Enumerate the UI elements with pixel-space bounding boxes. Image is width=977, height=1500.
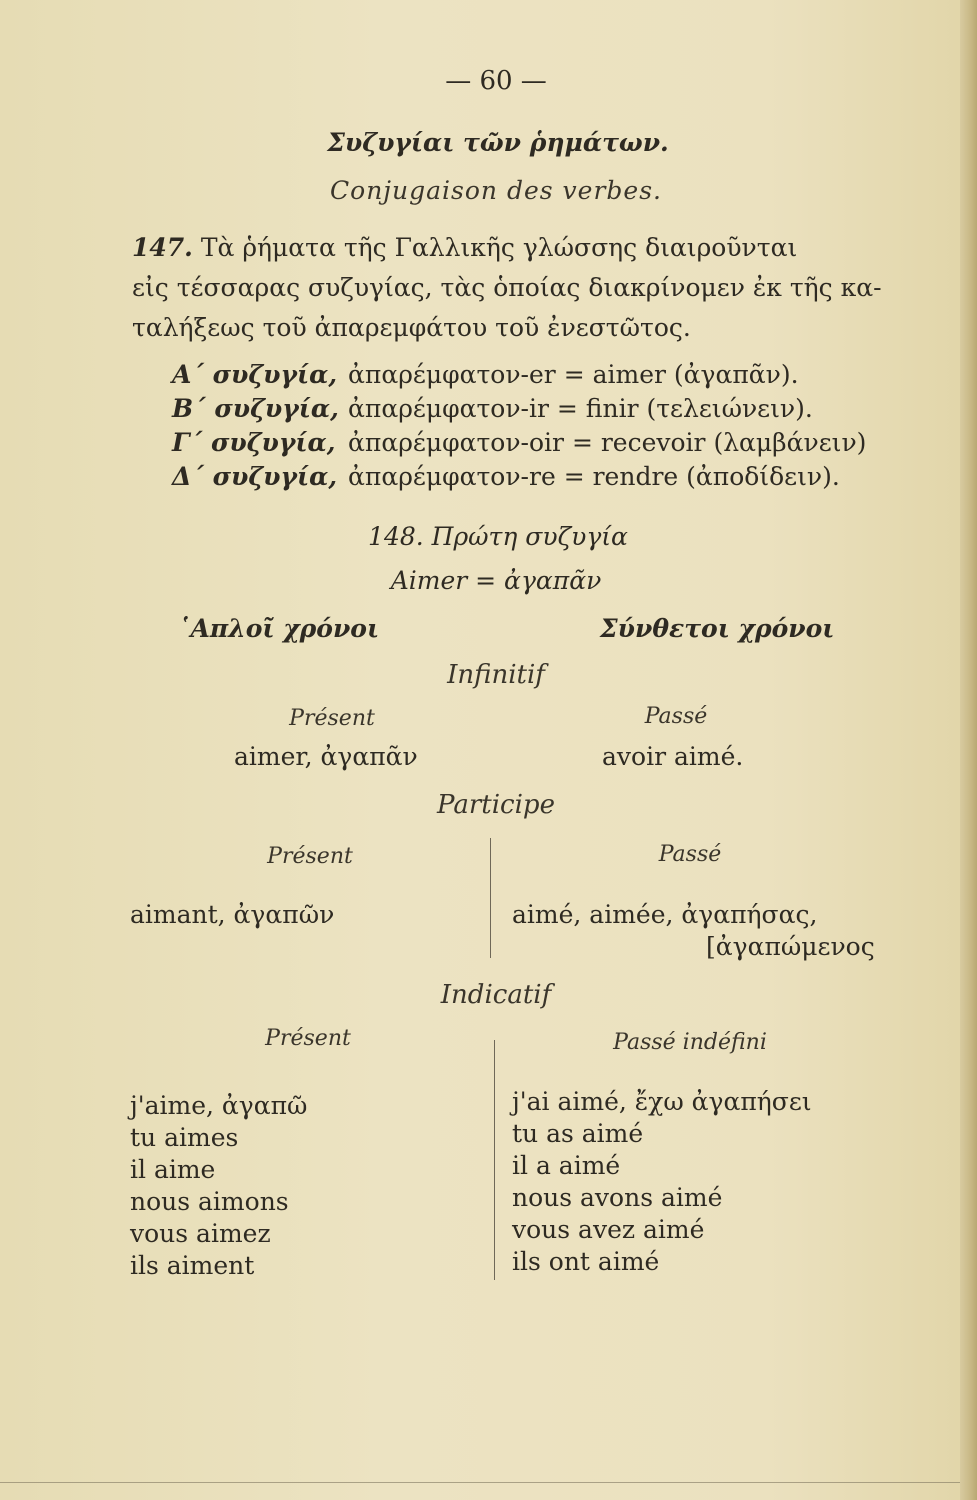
list-item: nous avons aimé [512, 1183, 723, 1212]
list-item: nous aimons [130, 1187, 289, 1216]
infinitif-present-form: aimer, ἀγαπᾶν [234, 742, 418, 771]
paragraph-line-2: εἰς τέσσαρας συζυγίας, τὰς ὁποίας διακρίνομεν ἐκ τῆς κα- [132, 273, 882, 302]
paragraph-number: 147. [132, 233, 193, 262]
indicatif-passe-label: Passé indéfini [613, 1030, 767, 1055]
aimer-line: Aimer = ἀγαπᾶν [390, 566, 602, 595]
column-divider [490, 838, 491, 958]
conjugation-row: Β΄ συζυγία, ἀπαρέμφατον-ir = finir (τελειώνειν). [172, 394, 813, 423]
list-item: ils ont aimé [512, 1247, 660, 1276]
list-item: j'aime, ἀγαπῶ [130, 1091, 308, 1120]
indicatif-present-list [130, 1090, 307, 1282]
list-item: ils aiment [130, 1251, 255, 1280]
indicatif-passe-list [512, 1086, 812, 1278]
infinitif-passe-label: Passé [644, 704, 708, 729]
participe-present-form: aimant, ἀγαπῶν [130, 900, 335, 929]
section-148-heading: 148. Πρώτη συζυγία [368, 522, 628, 551]
list-item: vous avez aimé [512, 1215, 705, 1244]
mood-indicatif: Indicatif [440, 980, 552, 1010]
conjugation-row: Δ΄ συζυγία, ἀπαρέμφατον-re = rendre (ἀποδίδειν). [172, 462, 840, 491]
conjugation-row: Α΄ συζυγία, ἀπαρέμφατον-er = aimer (ἀγαπᾶν). [172, 360, 799, 389]
title-french: Conjugaison des verbes. [330, 176, 662, 205]
paragraph-line-1: 147. Τὰ ῥήματα τῆς Γαλλικῆς γλώσσης διαιροῦνται [132, 233, 798, 262]
mood-infinitif: Infinitif [447, 660, 545, 690]
title-greek: Συζυγίαι τῶν ῥημάτων. [327, 128, 669, 157]
participe-passe-form-1: aimé, aimée, ἀγαπήσας, [512, 900, 818, 929]
list-item: il a aimé [512, 1151, 621, 1180]
participe-passe-form-2: [ἀγαπώμενος [706, 932, 875, 961]
list-item: il aime [130, 1155, 216, 1184]
infinitif-present-label: Présent [289, 706, 375, 731]
bottom-rule [0, 1482, 960, 1483]
column-divider [494, 1040, 495, 1280]
header-simple-tenses: ῾Απλοῖ χρόνοι [178, 614, 380, 643]
participe-present-label: Présent [267, 844, 353, 869]
page-edge [960, 0, 977, 1500]
header-compound-tenses: Σύνθετοι χρόνοι [600, 614, 835, 643]
list-item: tu as aimé [512, 1119, 644, 1148]
list-item: j'ai aimé, ἔχω ἀγαπήσει [512, 1087, 812, 1116]
indicatif-present-label: Présent [265, 1026, 351, 1051]
infinitif-passe-form: avoir aimé. [602, 742, 744, 771]
participe-passe-label: Passé [658, 842, 722, 867]
paragraph-line-3: ταλήξεως τοῦ ἀπαρεμφάτου τοῦ ἐνεστῶτος. [132, 313, 691, 342]
list-item: tu aimes [130, 1123, 239, 1152]
mood-participe: Participe [437, 790, 555, 820]
list-item: vous aimez [130, 1219, 271, 1248]
page-number: — 60 — [445, 66, 547, 96]
conjugation-row: Γ΄ συζυγία, ἀπαρέμφατον-oir = recevoir (λαμβάνειν) [172, 428, 867, 457]
paragraph-147 [132, 228, 892, 348]
